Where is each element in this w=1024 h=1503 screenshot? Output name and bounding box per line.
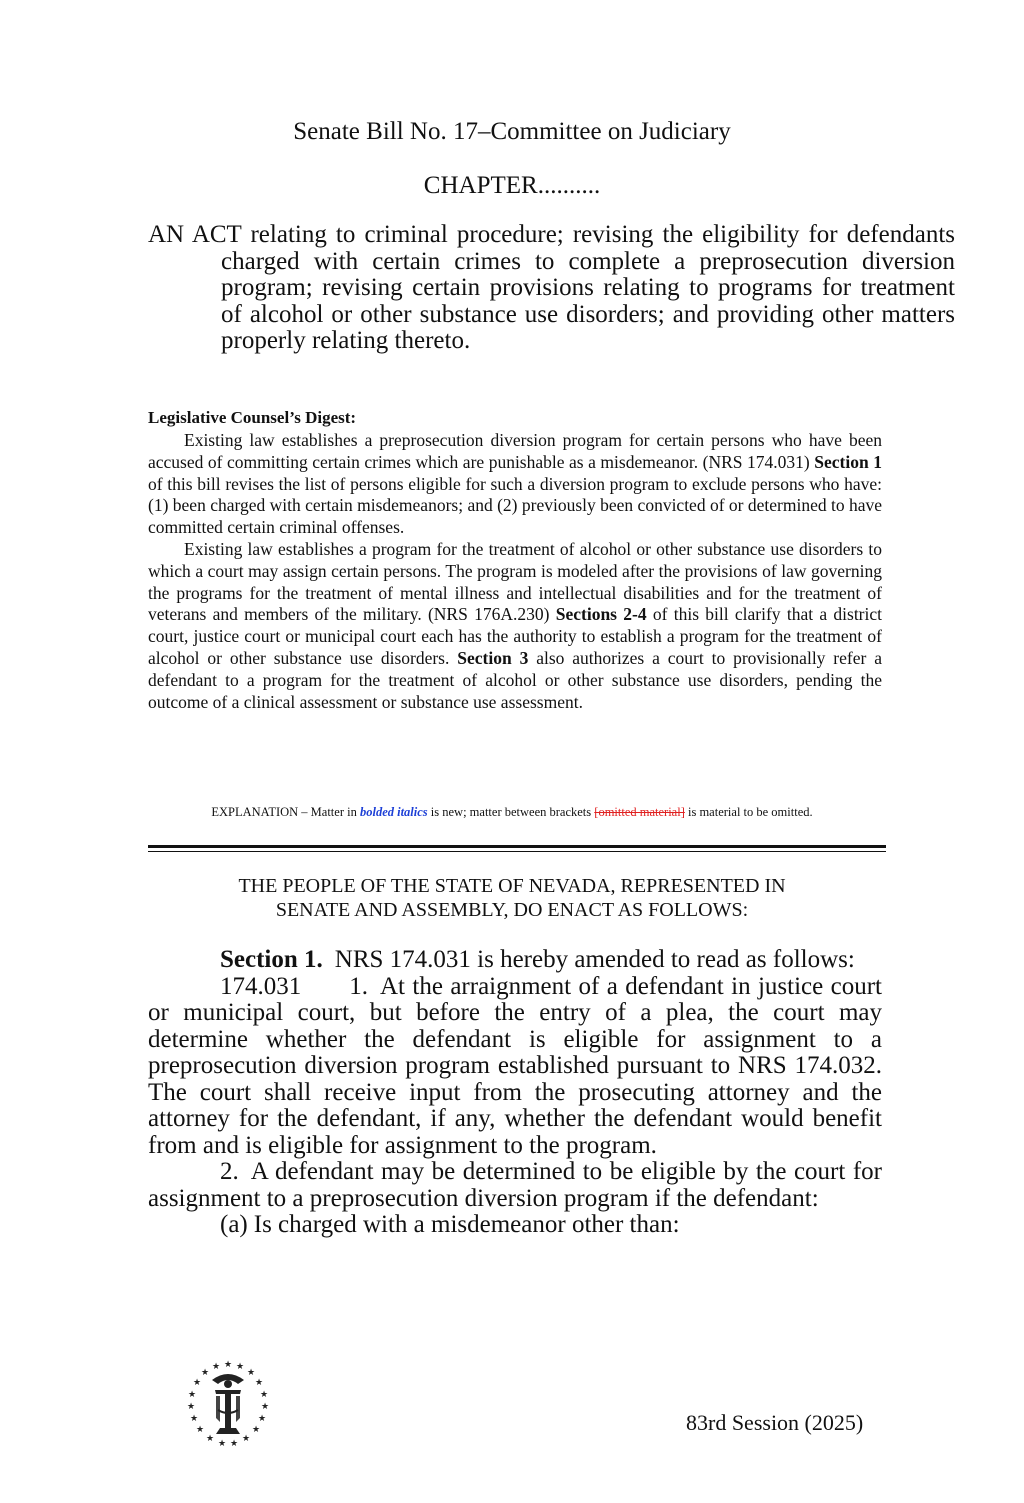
subsection-number: 1. bbox=[349, 972, 368, 1000]
act-title: AN ACT relating to criminal procedure; revising the eligibility for defendants charged with certain crimes to complete a preprosecution diversion program; revising certain provisions relating to programs for treatment of alcohol or other substance use disorders; and providing other matters properly relating thereto. bbox=[148, 221, 955, 354]
digest-text: of this bill clarify that a district court, justice court or municipal court each has the authority to establish a program for the treatment of alcohol or other substance use disorders. bbox=[148, 604, 882, 668]
nevada-seal-icon bbox=[182, 1358, 274, 1450]
explanation-text: EXPLANATION – Matter in bbox=[211, 805, 360, 819]
section-label: Section 1. bbox=[220, 946, 323, 973]
digest-text: also authorizes a court to provisionally refer a defendant to a program for the treatment of alcohol or other substance use disorders, pending the outcome of a clinical assessment or substance use assessment. bbox=[148, 647, 882, 712]
bill-title: Senate Bill No. 17–Committee on Judiciary bbox=[293, 118, 731, 145]
section-text: NRS 174.031 is hereby amended to read as follows: bbox=[334, 946, 855, 973]
svg-text:★: ★ bbox=[211, 1362, 221, 1372]
subsection-text: At the arraignment of a defendant in justice court or municipal court, but before the entry of a plea, the court may determine whether the defendant is eligible for assignment to a preprosecution diversion program established pursuant to NRS 174.032. The court shall receive input from the prosecuting attorney and the attorney for the defendant, if any, whether the defendant would benefit from and is eligible for assignment to the program. bbox=[148, 972, 882, 1159]
subsection-2 bbox=[148, 1159, 882, 1212]
svg-text:★: ★ bbox=[200, 1368, 210, 1378]
svg-text:★: ★ bbox=[205, 1434, 215, 1444]
explanation-note bbox=[0, 805, 1024, 820]
svg-text:★: ★ bbox=[187, 1390, 197, 1400]
bill-body bbox=[148, 947, 882, 1239]
subsection-1 bbox=[148, 974, 882, 1160]
explanation-text: is material to be omitted. bbox=[684, 805, 813, 819]
svg-text:★: ★ bbox=[259, 1390, 269, 1400]
svg-text:★: ★ bbox=[217, 1439, 227, 1449]
svg-text:★: ★ bbox=[254, 1378, 264, 1388]
digest-text: Existing law establishes a program for the treatment of alcohol or other substance use disorders to which a court may assign certain persons. The program is modeled after the provisions of law governing the programs for the treatment of mental illness and intellectual disabilities and for the treatment of veterans and members of the military. (NRS 176A.230) bbox=[148, 538, 882, 625]
explanation-new-matter: bolded italics bbox=[359, 805, 428, 819]
svg-text:★: ★ bbox=[192, 1378, 202, 1388]
digest-paragraph-1 bbox=[148, 430, 882, 539]
digest-heading: Legislative Counsel’s Digest: bbox=[148, 408, 357, 427]
subsection-text: A defendant may be determined to be eligible by the court for assignment to a preprosecution diversion program if the defendant: bbox=[148, 1158, 882, 1212]
svg-text:★: ★ bbox=[241, 1434, 251, 1444]
explanation-text: is new; matter between brackets bbox=[427, 805, 595, 819]
legislative-digest bbox=[148, 430, 882, 713]
svg-text:★: ★ bbox=[189, 1414, 199, 1424]
digest-paragraph-2 bbox=[148, 539, 882, 713]
svg-text:★: ★ bbox=[246, 1368, 256, 1378]
enacting-clause-line: THE PEOPLE OF THE STATE OF NEVADA, REPRESENTED IN bbox=[238, 875, 786, 897]
paragraph-text: Is charged with a misdemeanor other than: bbox=[253, 1211, 680, 1238]
divider-thick bbox=[148, 845, 886, 848]
divider-thin bbox=[148, 851, 886, 852]
section-heading bbox=[148, 947, 882, 974]
svg-text:★: ★ bbox=[186, 1402, 196, 1412]
svg-text:★: ★ bbox=[229, 1439, 239, 1449]
svg-text:★: ★ bbox=[195, 1425, 205, 1435]
svg-text:★: ★ bbox=[223, 1360, 233, 1370]
svg-text:★: ★ bbox=[235, 1362, 245, 1372]
enacting-clause bbox=[0, 874, 1024, 922]
digest-section-ref: Section 3 bbox=[457, 647, 529, 668]
svg-text:★: ★ bbox=[260, 1402, 270, 1412]
digest-text: Existing law establishes a preprosecution diversion program for certain persons who have been accused of committing certain crimes which are punishable as a misdemeanor. (NRS 174.031) bbox=[148, 430, 882, 472]
session-label: 83rd Session (2025) bbox=[686, 1410, 864, 1435]
explanation-omitted-matter: [omitted material] bbox=[594, 805, 685, 819]
digest-section-ref: Section 1 bbox=[814, 451, 882, 472]
svg-text:★: ★ bbox=[257, 1414, 267, 1424]
paragraph-letter: (a) bbox=[220, 1211, 248, 1238]
enacting-clause-line: SENATE AND ASSEMBLY, DO ENACT AS FOLLOWS: bbox=[275, 899, 749, 921]
digest-text: of this bill revises the list of persons eligible for such a diversion program to exclude persons who have: (1) been charged with certain misdemeanors; and (2) previously been convicted of or determined to have committed certain criminal offenses. bbox=[148, 473, 882, 538]
subsection-number: 2. bbox=[220, 1158, 239, 1185]
digest-section-ref: Sections 2-4 bbox=[555, 604, 647, 625]
nrs-number: 174.031 bbox=[220, 972, 302, 1000]
svg-text:★: ★ bbox=[251, 1425, 261, 1435]
chapter-line: CHAPTER.......... bbox=[423, 172, 601, 199]
paragraph-a bbox=[148, 1212, 882, 1239]
